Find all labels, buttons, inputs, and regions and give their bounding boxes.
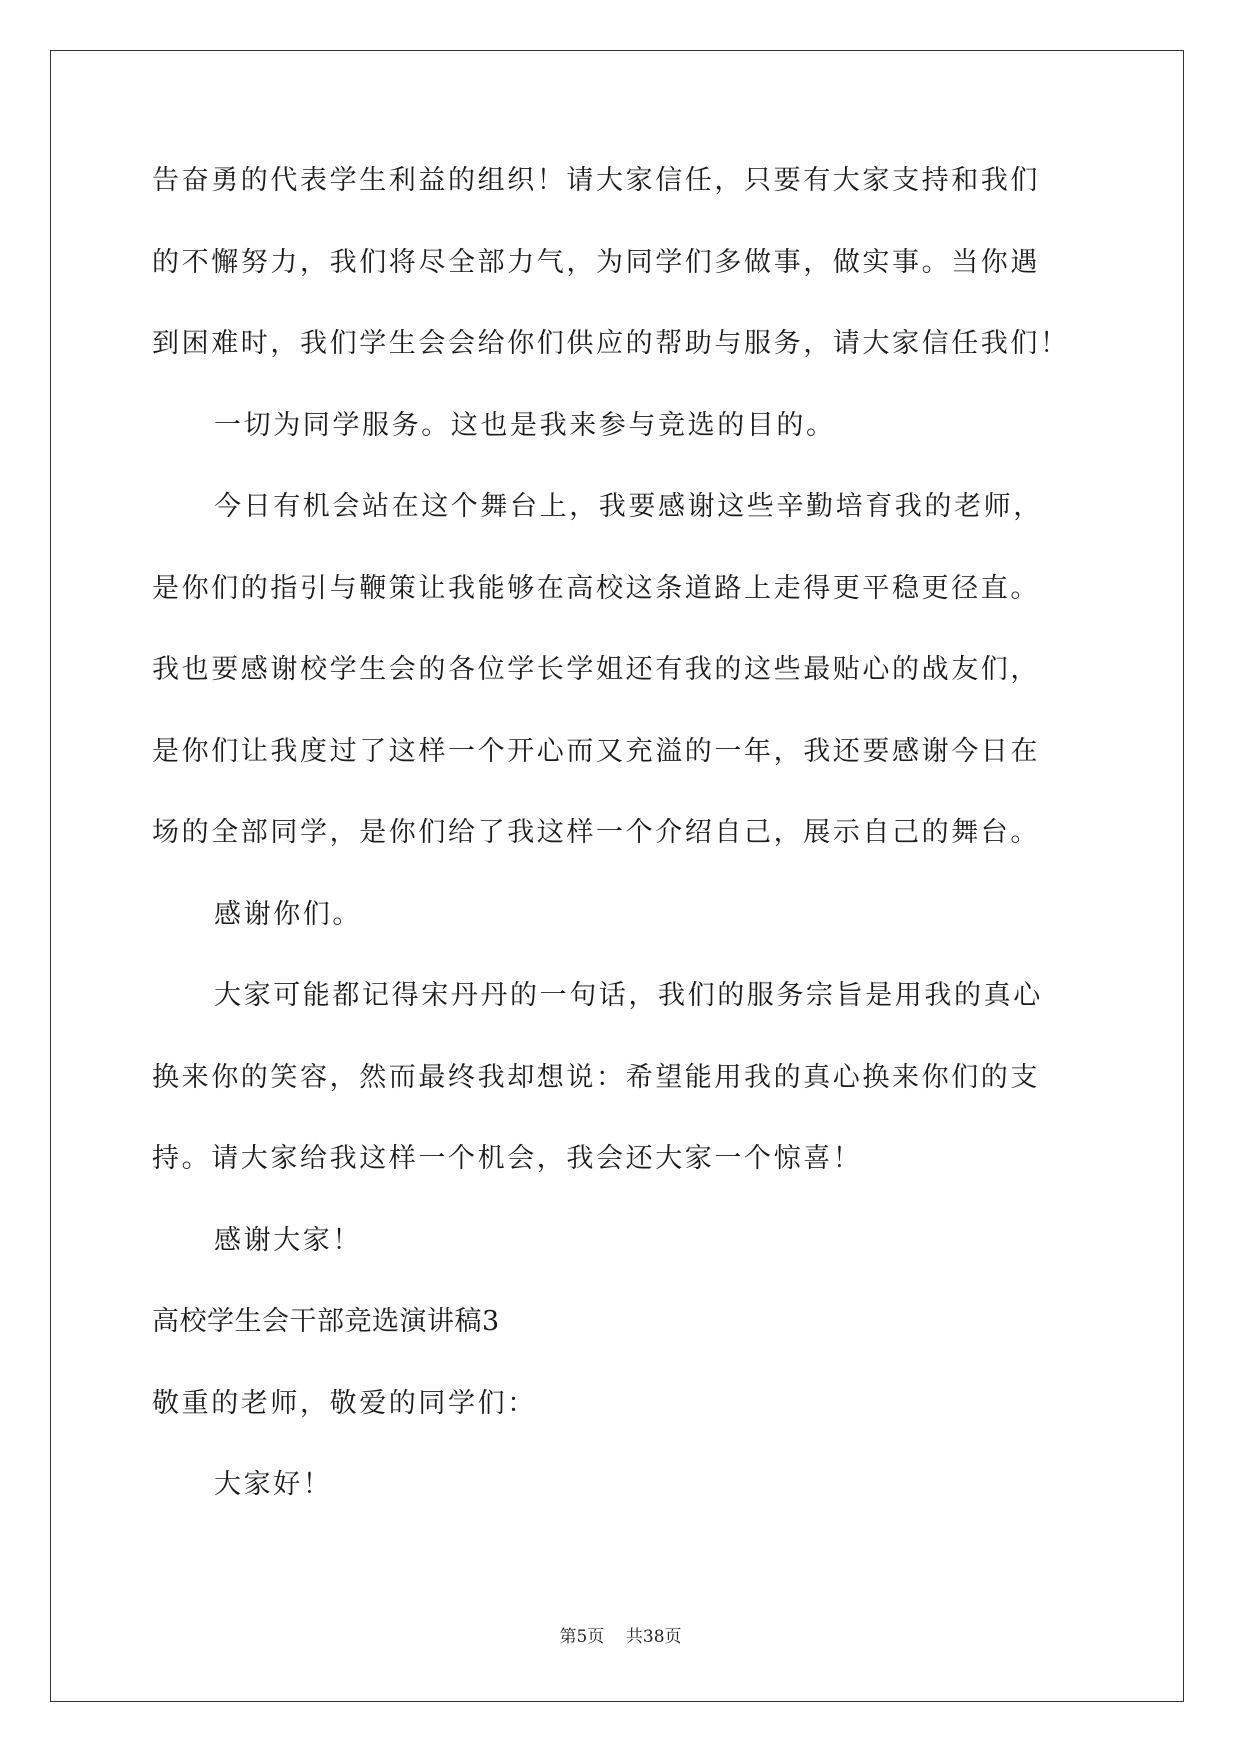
paragraph-line: 场的全部同学，是你们给了我这样一个介绍自己，展示自己的舞台。 xyxy=(152,817,1040,848)
section-heading: 高校学生会干部竞选演讲稿3 xyxy=(152,1306,500,1337)
salutation: 敬重的老师，敬爱的同学们： xyxy=(152,1387,537,1419)
paragraph-line: 是你们的指引与鞭策让我能够在高校这条道路上走得更平稳更径直。 xyxy=(152,572,1040,604)
paragraph-line: 一切为同学服务。这也是我来参与竞选的目的。 xyxy=(214,409,836,441)
paragraph-line: 大家可能都记得宋丹丹的一句话，我们的服务宗旨是用我的真心 xyxy=(214,980,1043,1011)
paragraph-line: 感谢大家！ xyxy=(214,1224,362,1256)
paragraph-line: 到困难时，我们学生会会给你们供应的帮助与服务，请大家信任我们！ xyxy=(152,328,1070,359)
greeting: 大家好！ xyxy=(214,1469,333,1500)
paragraph-line: 今日有机会站在这个舞台上，我要感谢这些辛勤培育我的老师， xyxy=(214,491,1043,522)
paragraph-line: 我也要感谢校学生会的各位学长学姐还有我的这些最贴心的战友们， xyxy=(152,654,1040,685)
paragraph-line: 是你们让我度过了这样一个开心而又充溢的一年，我还要感谢今日在 xyxy=(152,735,1040,767)
page-total: 共38页 xyxy=(625,1627,682,1647)
paragraph-line: 感谢你们。 xyxy=(214,898,362,930)
paragraph-line: 换来你的笑容，然而最终我却想说：希望能用我的真心换来你们的支 xyxy=(152,1061,1040,1093)
paragraph-line: 持。请大家给我这样一个机会，我会还大家一个惊喜！ xyxy=(152,1143,863,1174)
document-body xyxy=(152,166,1092,1552)
page-footer xyxy=(0,1622,1241,1647)
paragraph-line: 告奋勇的代表学生利益的组织！请大家信任，只要有大家支持和我们 xyxy=(152,165,1040,196)
paragraph-line: 的不懈努力，我们将尽全部力气，为同学们多做事，做实事。当你遇 xyxy=(152,246,1040,278)
page-number: 第5页 xyxy=(559,1627,605,1647)
